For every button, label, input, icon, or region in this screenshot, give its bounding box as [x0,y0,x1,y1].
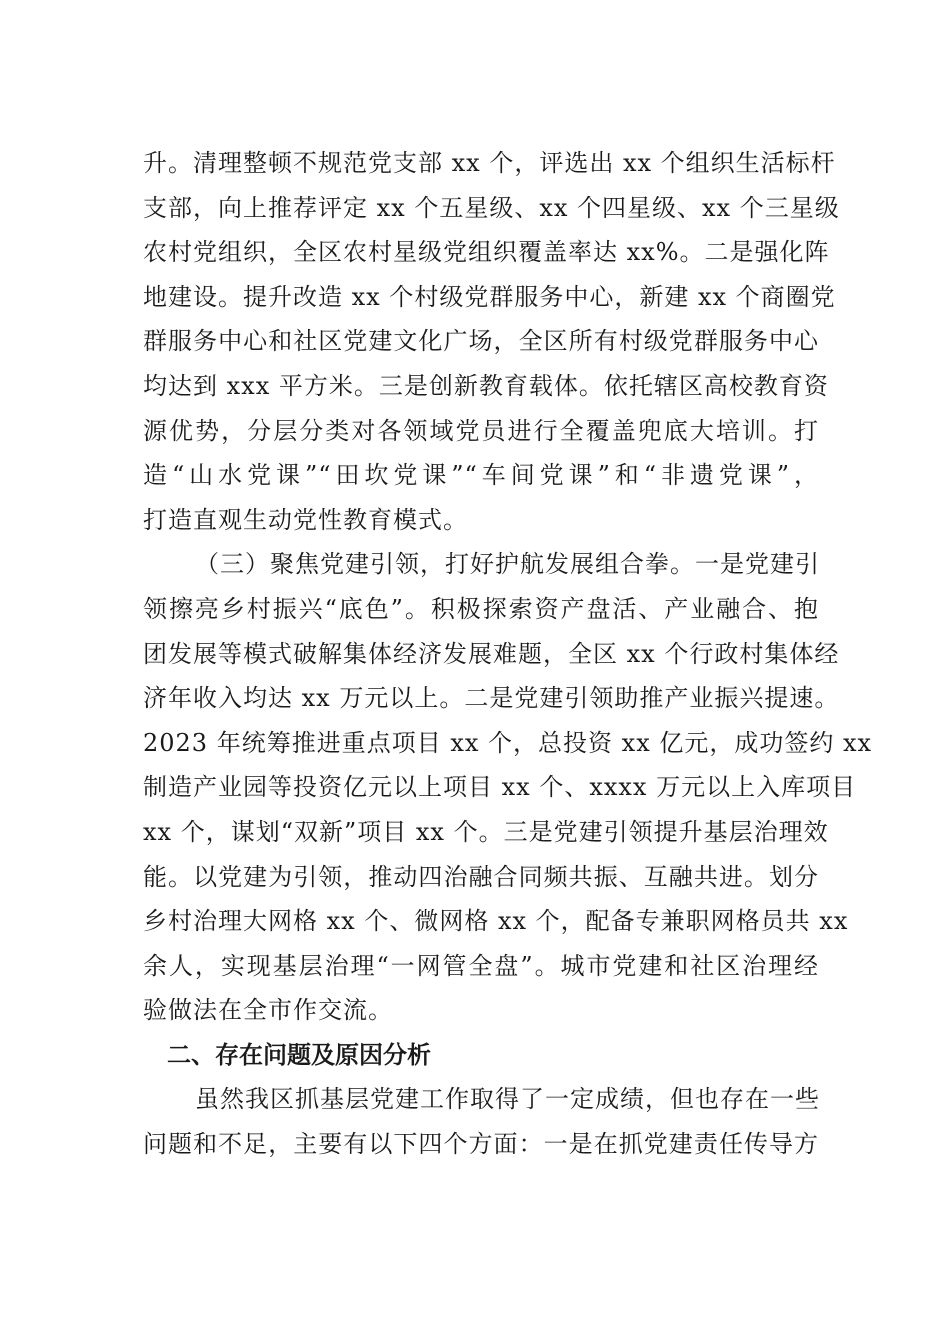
paragraph-line: 验做法在全市作交流。 [143,996,393,1025]
paragraph-line: 群服务中心和社区党建文化广场，全区所有村级党群服务中心 [143,327,819,356]
paragraph-line: 余人，实现基层治理“一网管全盘”。城市党建和社区治理经 [143,951,819,980]
paragraph-line: 制造产业园等投资亿元以上项目 xx 个、xxxx 万元以上入库项目 [143,773,857,802]
paragraph-line: 地建设。提升改造 xx 个村级党群服务中心，新建 xx 个商圈党 [143,282,836,311]
paragraph-line: 源优势，分层分类对各领域党员进行全覆盖兜底大培训。打 [143,416,819,445]
section-heading: 二、存在问题及原因分析 [167,1040,431,1069]
paragraph-line: 农村党组织，全区农村星级党组织覆盖率达 xx%。二是强化阵 [143,238,830,267]
paragraph-line: 济年收入均达 xx 万元以上。二是党建引领助推产业振兴提速。 [143,684,840,713]
document-body [143,141,873,1167]
paragraph-line: 支部，向上推荐评定 xx 个五星级、xx 个四星级、xx 个三星级 [143,193,840,222]
paragraph-line: 能。以党建为引领，推动四治融合同频共振、互融共进。划分 [143,862,819,891]
paragraph-line: 虽然我区抓基层党建工作取得了一定成绩，但也存在一些 [195,1085,820,1114]
paragraph-line: 均达到 xxx 平方米。三是创新教育载体。依托辖区高校教育资 [143,371,829,400]
paragraph-line: 领擦亮乡村振兴“底色”。积极探索资产盘活、产业融合、抱 [143,594,819,623]
paragraph-line: 团发展等模式破解集体经济发展难题，全区 xx 个行政村集体经 [143,639,840,668]
paragraph-line: 问题和不足，主要有以下四个方面：一是在抓党建责任传导方 [143,1130,819,1159]
paragraph-line: xx 个，谋划“双新”项目 xx 个。三是党建引领提升基层治理效 [143,817,829,846]
paragraph-line: 2023 年统筹推进重点项目 xx 个，总投资 xx 亿元，成功签约 xx [143,728,873,757]
paragraph-line: 升。清理整顿不规范党支部 xx 个，评选出 xx 个组织生活标杆 [143,149,836,177]
paragraph-line: 打造直观生动党性教育模式。 [143,505,468,534]
paragraph-line: 造“山水党课”“田坎党课”“车间党课”和“非遗党课”， [143,461,819,490]
paragraph-line: 乡村治理大网格 xx 个、微网格 xx 个，配备专兼职网格员共 xx [143,907,849,936]
section-subheading-line: （三）聚焦党建引领，打好护航发展组合拳。一是党建引 [195,550,820,579]
